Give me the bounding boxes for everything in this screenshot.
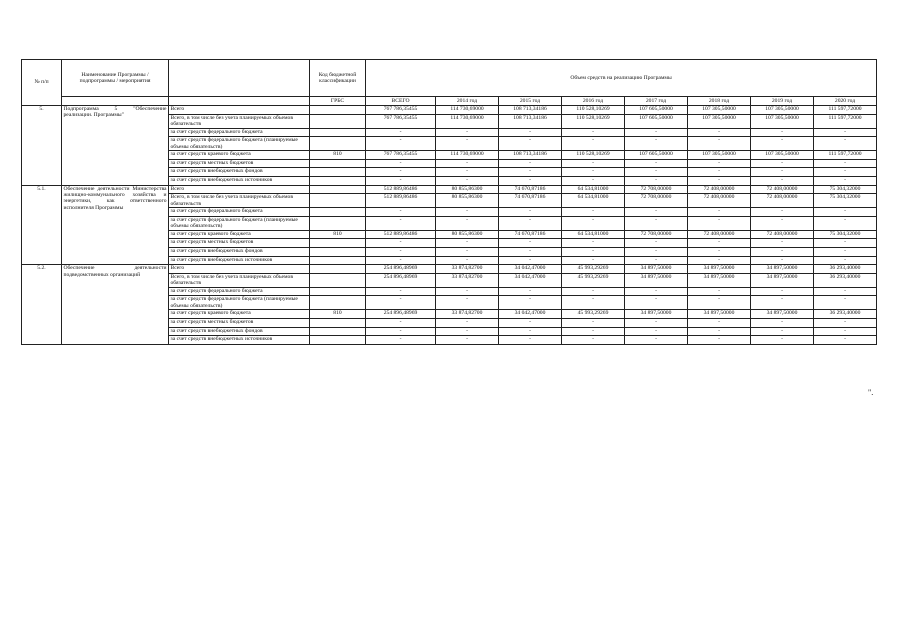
section-number: 5. (22, 106, 62, 186)
amount-cell: - (562, 287, 625, 296)
amount-cell: 107 305,50000 (751, 114, 814, 128)
amount-cell: 72 708,00000 (625, 230, 688, 239)
grbs-code (310, 185, 366, 194)
amount-cell: 110 528,10269 (562, 151, 625, 160)
funding-source: Всего, в том числе без учета планируемых объемов обязательств (169, 273, 310, 287)
grbs-code (310, 168, 366, 177)
amount-cell: - (625, 327, 688, 336)
amount-cell: - (625, 239, 688, 248)
amount-cell: 45 993,29269 (562, 273, 625, 287)
amount-cell: - (562, 327, 625, 336)
amount-cell: 80 855,86300 (436, 185, 499, 194)
amount-cell: - (625, 296, 688, 310)
amount-cell: - (499, 327, 562, 336)
header-grbs: ГРБС (310, 97, 366, 106)
amount-cell: 45 993,29269 (562, 310, 625, 319)
amount-cell: - (625, 168, 688, 177)
amount-cell: - (499, 216, 562, 230)
amount-cell: 74 670,87186 (499, 194, 562, 208)
funding-source: за счет средств федерального бюджета (планируемые объемы обязательств) (169, 216, 310, 230)
table-row (22, 265, 877, 274)
amount-cell: - (436, 336, 499, 345)
header-year: 2020 год (814, 97, 877, 106)
amount-cell: 45 993,29269 (562, 265, 625, 274)
table-row (22, 185, 877, 194)
grbs-code (310, 247, 366, 256)
amount-cell: - (562, 216, 625, 230)
amount-cell: 111 597,72000 (814, 106, 877, 115)
amount-cell: - (751, 247, 814, 256)
amount-cell: 75 304,32000 (814, 194, 877, 208)
amount-cell: 80 855,86300 (436, 230, 499, 239)
grbs-code (310, 256, 366, 265)
amount-cell: - (366, 208, 436, 217)
amount-cell: - (751, 159, 814, 168)
grbs-code (310, 273, 366, 287)
amount-cell: 107 305,50000 (688, 106, 751, 115)
header-name-sub (62, 97, 169, 106)
amount-cell: - (814, 159, 877, 168)
amount-cell: - (436, 247, 499, 256)
grbs-code (310, 176, 366, 185)
amount-cell: - (751, 287, 814, 296)
amount-cell: - (436, 256, 499, 265)
header-name: Наименование Программы / подпрограммы / мероприятия (62, 60, 169, 97)
amount-cell: 75 304,32000 (814, 185, 877, 194)
amount-cell: 72 708,00000 (625, 194, 688, 208)
amount-cell: - (751, 168, 814, 177)
amount-cell: - (814, 336, 877, 345)
amount-cell: - (625, 216, 688, 230)
amount-cell: - (688, 287, 751, 296)
amount-cell: - (562, 128, 625, 137)
amount-cell: - (688, 327, 751, 336)
funding-source: за счет средств внебюджетных источников (169, 256, 310, 265)
funding-source: Всего (169, 185, 310, 194)
amount-cell: 107 605,50000 (625, 106, 688, 115)
amount-cell: - (814, 256, 877, 265)
amount-cell: - (499, 168, 562, 177)
amount-cell: - (366, 256, 436, 265)
amount-cell: - (366, 287, 436, 296)
amount-cell: - (625, 256, 688, 265)
amount-cell: 64 534,81000 (562, 185, 625, 194)
funding-source: за счет средств внебюджетных фондов (169, 168, 310, 177)
amount-cell: 767 786,35455 (366, 151, 436, 160)
amount-cell: - (499, 336, 562, 345)
funding-source: за счет средств местных бюджетов (169, 159, 310, 168)
funding-source: за счет средств краевого бюджета (169, 230, 310, 239)
grbs-code (310, 106, 366, 115)
amount-cell: - (366, 159, 436, 168)
grbs-code (310, 318, 366, 327)
amount-cell: - (499, 137, 562, 151)
header-year: 2019 год (751, 97, 814, 106)
amount-cell: - (436, 137, 499, 151)
grbs-code (310, 208, 366, 217)
section-number: 5.1. (22, 185, 62, 265)
amount-cell: - (814, 176, 877, 185)
amount-cell: - (366, 216, 436, 230)
amount-cell: - (625, 128, 688, 137)
amount-cell: 512 889,86486 (366, 230, 436, 239)
funding-source: за счет средств федерального бюджета (169, 287, 310, 296)
amount-cell: 34 897,50000 (688, 265, 751, 274)
amount-cell: 74 670,87186 (499, 230, 562, 239)
amount-cell: - (751, 327, 814, 336)
amount-cell: - (366, 318, 436, 327)
amount-cell: - (562, 256, 625, 265)
amount-cell: 111 597,72000 (814, 151, 877, 160)
amount-cell: - (751, 128, 814, 137)
amount-cell: - (814, 239, 877, 248)
amount-cell: 36 293,40000 (814, 310, 877, 319)
amount-cell: 74 670,87186 (499, 185, 562, 194)
funding-source: за счет средств местных бюджетов (169, 318, 310, 327)
amount-cell: 34 897,50000 (625, 310, 688, 319)
amount-cell: - (688, 318, 751, 327)
amount-cell: - (814, 287, 877, 296)
header-volume: Объем средств на реализацию Программы (366, 60, 877, 97)
amount-cell: - (562, 336, 625, 345)
amount-cell: - (499, 256, 562, 265)
amount-cell: 34 042,47000 (499, 273, 562, 287)
header-year: 2016 год (562, 97, 625, 106)
amount-cell: - (366, 168, 436, 177)
amount-cell: 33 874,82700 (436, 265, 499, 274)
funding-source: Всего (169, 106, 310, 115)
funding-source: за счет средств федерального бюджета (планируемые объемы обязательств) (169, 296, 310, 310)
amount-cell: - (814, 168, 877, 177)
amount-cell: 72 408,00000 (751, 194, 814, 208)
funding-source: за счет средств местных бюджетов (169, 239, 310, 248)
amount-cell: 107 305,50000 (688, 151, 751, 160)
section-name: Подпрограмма 5 "Обеспечение реализации. Программы" (62, 106, 169, 186)
amount-cell: 34 897,50000 (625, 273, 688, 287)
amount-cell: - (436, 318, 499, 327)
amount-cell: - (499, 287, 562, 296)
header-year: 2015 год (499, 97, 562, 106)
grbs-code: 810 (310, 230, 366, 239)
amount-cell: 107 605,50000 (625, 151, 688, 160)
amount-cell: - (751, 336, 814, 345)
funding-source: за счет средств краевого бюджета (169, 151, 310, 160)
grbs-code (310, 216, 366, 230)
amount-cell: - (688, 176, 751, 185)
funding-source: за счет средств внебюджетных источников (169, 176, 310, 185)
funding-source: за счет средств федерального бюджета (169, 208, 310, 217)
amount-cell: 107 305,50000 (688, 114, 751, 128)
amount-cell: - (688, 296, 751, 310)
grbs-code (310, 137, 366, 151)
header-year: ВСЕГО (366, 97, 436, 106)
funding-source: за счет средств краевого бюджета (169, 310, 310, 319)
table-body (22, 106, 877, 345)
amount-cell: - (366, 336, 436, 345)
amount-cell: - (751, 137, 814, 151)
amount-cell: 767 786,35455 (366, 114, 436, 128)
amount-cell: 254 896,48969 (366, 265, 436, 274)
grbs-code (310, 159, 366, 168)
amount-cell: 34 897,50000 (751, 310, 814, 319)
closing-quote-mark: ". (868, 388, 874, 397)
amount-cell: 111 597,72000 (814, 114, 877, 128)
amount-cell: - (688, 159, 751, 168)
grbs-code (310, 296, 366, 310)
funding-source: за счет средств внебюджетных фондов (169, 327, 310, 336)
amount-cell: - (562, 208, 625, 217)
amount-cell: - (625, 137, 688, 151)
funding-source: за счет средств внебюджетных фондов (169, 247, 310, 256)
amount-cell: - (562, 296, 625, 310)
amount-cell: - (366, 128, 436, 137)
amount-cell: - (562, 239, 625, 248)
amount-cell: 254 896,48969 (366, 273, 436, 287)
amount-cell: - (562, 159, 625, 168)
amount-cell: 512 889,86486 (366, 185, 436, 194)
amount-cell: 34 897,50000 (751, 273, 814, 287)
amount-cell: 107 605,50000 (625, 114, 688, 128)
amount-cell: - (751, 216, 814, 230)
amount-cell: 512 889,86486 (366, 194, 436, 208)
amount-cell: - (436, 327, 499, 336)
amount-cell: - (366, 247, 436, 256)
grbs-code (310, 327, 366, 336)
amount-cell: - (366, 239, 436, 248)
section-name: Обеспечение деятельности Министерства жилищно-коммунального хозяйства и энергетики, как ответственного исполнителя Программы (62, 185, 169, 265)
header-blank-sub (169, 97, 310, 106)
grbs-code (310, 128, 366, 137)
amount-cell: 110 528,10269 (562, 114, 625, 128)
amount-cell: 114 730,69000 (436, 106, 499, 115)
header-blank (169, 60, 310, 97)
amount-cell: - (625, 176, 688, 185)
amount-cell: - (499, 176, 562, 185)
amount-cell: 114 730,69000 (436, 114, 499, 128)
amount-cell: - (499, 159, 562, 168)
amount-cell: - (625, 208, 688, 217)
program-budget-table (21, 59, 877, 345)
amount-cell: - (499, 208, 562, 217)
section-name: Обеспечение деятельности подведомственных организаций (62, 265, 169, 345)
amount-cell: 34 897,50000 (625, 265, 688, 274)
funding-source: Всего, в том числе без учета планируемых объемов обязательств (169, 114, 310, 128)
amount-cell: - (366, 327, 436, 336)
header-num: № п/п (22, 60, 62, 106)
amount-cell: 767 786,35455 (366, 106, 436, 115)
amount-cell: - (436, 239, 499, 248)
amount-cell: - (562, 318, 625, 327)
amount-cell: - (688, 336, 751, 345)
grbs-code (310, 265, 366, 274)
amount-cell: - (436, 159, 499, 168)
funding-source: за счет средств внебюджетных источников (169, 336, 310, 345)
amount-cell: - (688, 247, 751, 256)
funding-source: Всего (169, 265, 310, 274)
amount-cell: - (814, 208, 877, 217)
amount-cell: - (436, 216, 499, 230)
amount-cell: - (436, 296, 499, 310)
grbs-code: 810 (310, 151, 366, 160)
amount-cell: 36 293,40000 (814, 273, 877, 287)
amount-cell: 72 408,00000 (751, 185, 814, 194)
grbs-code: 810 (310, 310, 366, 319)
amount-cell: 114 730,69000 (436, 151, 499, 160)
amount-cell: 34 042,47000 (499, 310, 562, 319)
amount-cell: - (436, 287, 499, 296)
section-number: 5.2. (22, 265, 62, 345)
amount-cell: - (366, 296, 436, 310)
amount-cell: - (625, 287, 688, 296)
amount-cell: 108 713,34186 (499, 114, 562, 128)
amount-cell: - (499, 239, 562, 248)
header-year: 2014 год (436, 97, 499, 106)
amount-cell: 36 293,40000 (814, 265, 877, 274)
amount-cell: - (814, 247, 877, 256)
header-year: 2018 год (688, 97, 751, 106)
amount-cell: - (436, 208, 499, 217)
amount-cell: - (436, 168, 499, 177)
grbs-code (310, 336, 366, 345)
amount-cell: 72 408,00000 (688, 230, 751, 239)
amount-cell: - (499, 296, 562, 310)
amount-cell: - (688, 208, 751, 217)
amount-cell: - (814, 327, 877, 336)
amount-cell: - (499, 128, 562, 137)
amount-cell: - (436, 128, 499, 137)
funding-source: за счет средств федерального бюджета (169, 128, 310, 137)
amount-cell: - (625, 336, 688, 345)
amount-cell: - (625, 318, 688, 327)
amount-cell: 108 713,34186 (499, 106, 562, 115)
amount-cell: - (751, 176, 814, 185)
amount-cell: - (499, 318, 562, 327)
amount-cell: 254 896,48969 (366, 310, 436, 319)
amount-cell: - (814, 216, 877, 230)
budget-table-sheet (21, 59, 876, 345)
amount-cell: 107 305,50000 (751, 106, 814, 115)
grbs-code (310, 239, 366, 248)
amount-cell: 34 897,50000 (688, 310, 751, 319)
amount-cell: - (688, 168, 751, 177)
amount-cell: 33 874,82700 (436, 310, 499, 319)
amount-cell: 108 713,34186 (499, 151, 562, 160)
amount-cell: - (625, 159, 688, 168)
amount-cell: - (436, 176, 499, 185)
table-row (22, 106, 877, 115)
amount-cell: - (751, 256, 814, 265)
amount-cell: - (499, 247, 562, 256)
amount-cell: - (688, 128, 751, 137)
amount-cell: 75 304,32000 (814, 230, 877, 239)
amount-cell: - (562, 247, 625, 256)
amount-cell: - (814, 137, 877, 151)
amount-cell: - (366, 176, 436, 185)
amount-cell: 34 897,50000 (688, 273, 751, 287)
amount-cell: 34 897,50000 (751, 265, 814, 274)
amount-cell: - (814, 128, 877, 137)
header-year: 2017 год (625, 97, 688, 106)
grbs-code (310, 194, 366, 208)
amount-cell: - (751, 296, 814, 310)
amount-cell: - (751, 208, 814, 217)
amount-cell: - (562, 137, 625, 151)
header-code: Код бюджетной классификации (310, 60, 366, 97)
amount-cell: - (751, 318, 814, 327)
amount-cell: 107 305,50000 (751, 151, 814, 160)
amount-cell: - (688, 137, 751, 151)
amount-cell: - (562, 168, 625, 177)
amount-cell: - (751, 239, 814, 248)
amount-cell: - (562, 176, 625, 185)
amount-cell: - (814, 296, 877, 310)
amount-cell: 33 874,82700 (436, 273, 499, 287)
funding-source: Всего, в том числе без учета планируемых объемов обязательств (169, 194, 310, 208)
amount-cell: - (625, 247, 688, 256)
amount-cell: - (688, 256, 751, 265)
amount-cell: 80 855,86300 (436, 194, 499, 208)
amount-cell: 72 408,00000 (751, 230, 814, 239)
amount-cell: 64 534,81000 (562, 230, 625, 239)
amount-cell: - (688, 239, 751, 248)
amount-cell: 110 528,10269 (562, 106, 625, 115)
amount-cell: 34 042,47000 (499, 265, 562, 274)
amount-cell: 72 408,00000 (688, 194, 751, 208)
funding-source: за счет средств федерального бюджета (планируемые объемы обязательств) (169, 137, 310, 151)
grbs-code (310, 114, 366, 128)
amount-cell: - (366, 137, 436, 151)
amount-cell: 64 534,81000 (562, 194, 625, 208)
amount-cell: 72 408,00000 (688, 185, 751, 194)
grbs-code (310, 287, 366, 296)
amount-cell: 72 708,00000 (625, 185, 688, 194)
amount-cell: - (814, 318, 877, 327)
amount-cell: - (688, 216, 751, 230)
